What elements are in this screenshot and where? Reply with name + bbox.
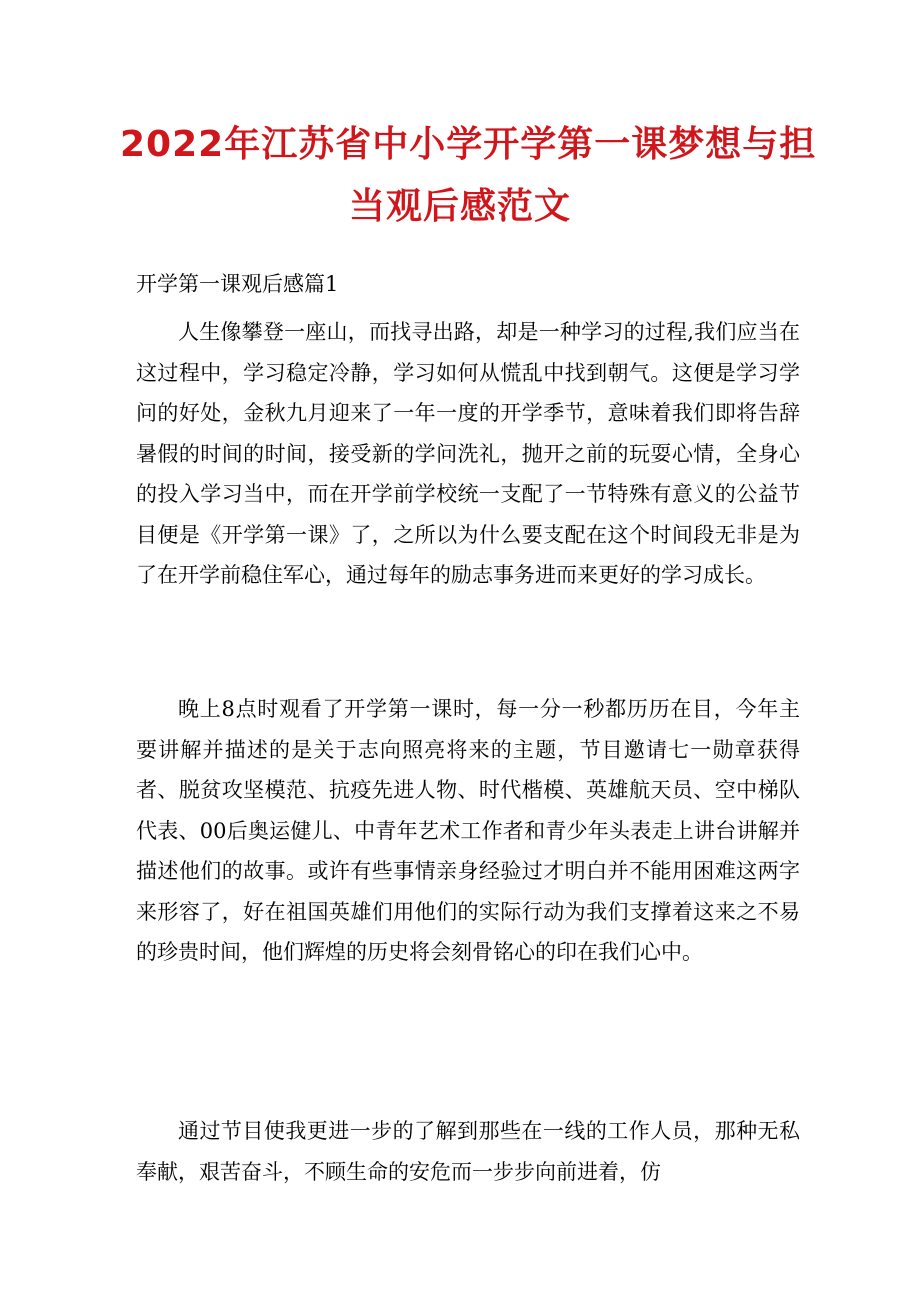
document-title <box>120 114 817 238</box>
section-heading: 开学第一课观后感篇1 <box>136 272 339 296</box>
document-title-line-1: 2022年江苏省中小学开学第一课梦想与担 <box>120 124 817 165</box>
document-title-line-2: 当观后感范文 <box>348 186 571 227</box>
paragraph-3: 通过节目使我更进一步的了解到那些在一线的工作人员，那种无私奉献，艰苦奋斗，不顾生命的安危而一步步向前进着，仿 <box>136 1119 800 1184</box>
paragraph-1: 人生像攀登一座山，而找寻出路，却是一种学习的过程,我们应当在这过程中，学习稳定冷静，学习如何从慌乱中找到朝气。这便是学习学问的好处，金秋九月迎来了一年一度的开学季节，意味着我们即将告辞暑假的时间的时间，接受新的学问洗礼，抛开之前的玩耍心情，全身心的投入学习当中，而在开学前学校统一支配了一节特殊有意义的公益节目便是《开学第一课》了，之所以为什么要支配在这个时间段无非是为了在开学前稳住军心，通过每年的励志事务进而来更好的学习成长。 <box>136 320 800 587</box>
paragraph-2: 晚上8点时观看了开学第一课时，每一分一秒都历历在目，今年主要讲解并描述的是关于志向照亮将来的主题，节目邀请七一勋章获得者、脱贫攻坚模范、抗疫先进人物、时代楷模、英雄航天员、空中梯队代表、00后奥运健儿、中青年艺术工作者和青少年头表走上讲台讲解并描述他们的故事。或许有些事情亲身经验过才明白并不能用困难这两字来形容了，好在祖国英雄们用他们的实际行动为我们支撑着这来之不易的珍贵时间，他们辉煌的历史将会刻骨铭心的印在我们心中。 <box>136 697 800 964</box>
